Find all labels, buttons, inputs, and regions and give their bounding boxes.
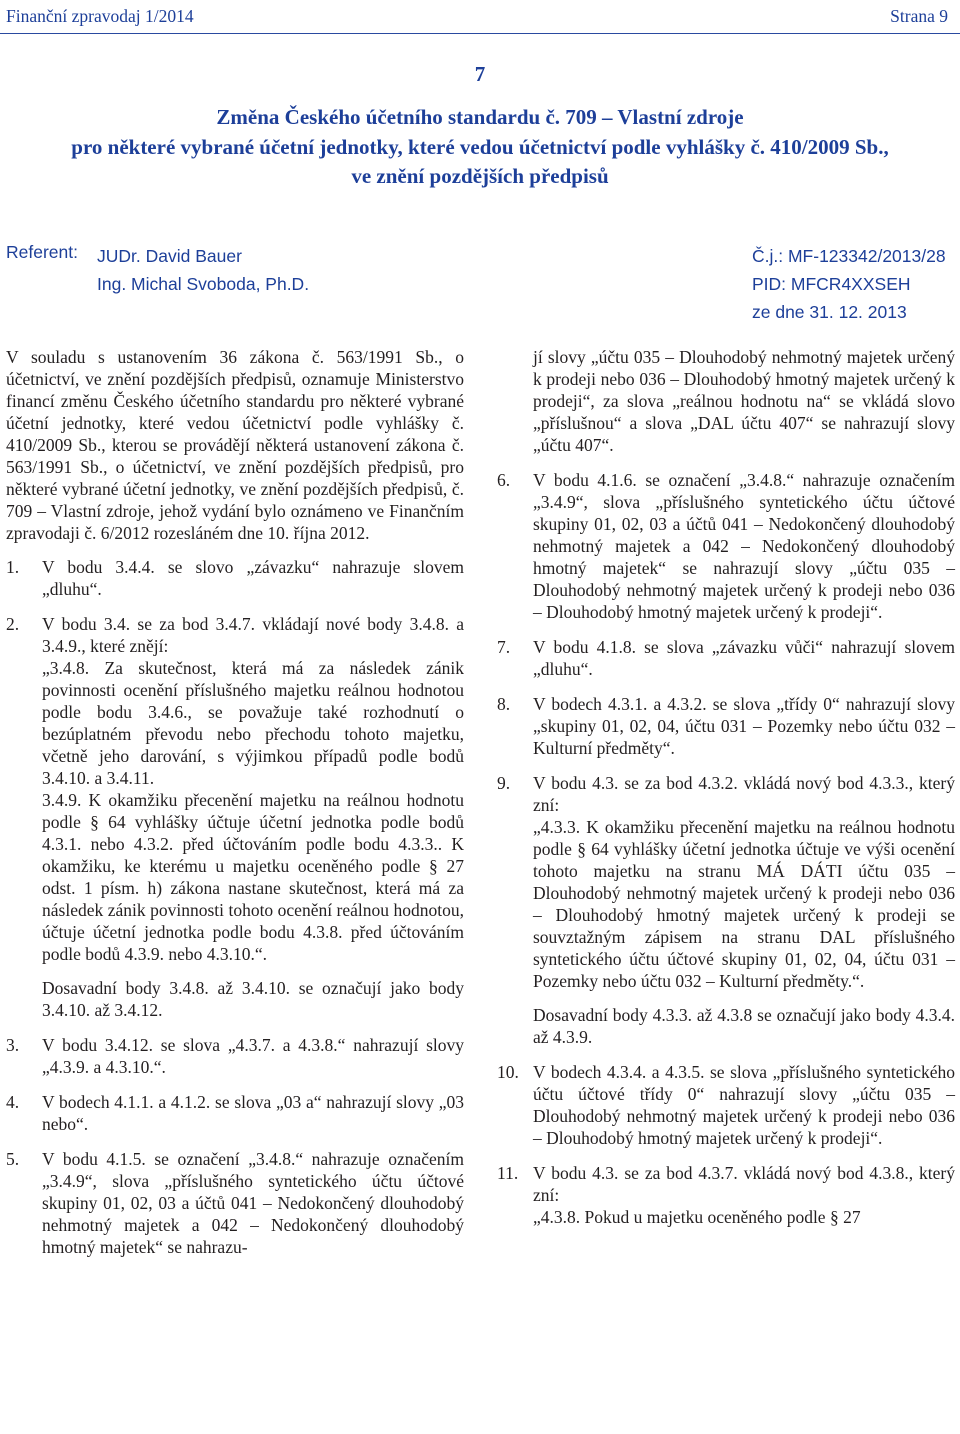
header-rule bbox=[0, 33, 960, 34]
title-line-1: Změna Českého účetního standardu č. 709 – Vlastní zdroje bbox=[216, 105, 744, 129]
referent-name-1: JUDr. David Bauer bbox=[97, 246, 242, 266]
quoted-text: „3.4.8. Za skutečnost, která má za následek zánik povinnosti ocenění příslušného majetku reálnou hodnotou podle bodu 3.4.6., se považuje také rozhodnutí o bezúplatném převodu nebo přechodu tohoto majetku, včetně jeho darování, s výjimkou případů podle bodů 3.4.10. a 3.4.11. bbox=[42, 658, 464, 788]
item-text: V bodech 4.3.1. a 4.3.2. se slova „třídy 0“ nahrazují slovy „skupiny 01, 02, 04, účtu 031 – Pozemky nebo účtu 032 – Kulturní předměty“. bbox=[533, 694, 955, 758]
title-block bbox=[0, 62, 960, 192]
title-line-2: pro některé vybrané účetní jednotky, které vedou účetnictví podle vyhlášky č. 410/2009 Sb., bbox=[71, 134, 889, 159]
note-text: Dosavadní body 4.3.3. až 4.3.8 se označují jako body 4.3.4. až 4.3.9. bbox=[533, 1005, 955, 1047]
item-number: 11. bbox=[497, 1163, 519, 1183]
item-text: V bodech 4.1.1. a 4.1.2. se slova „03 a“ nahrazují slovy „03 nebo“. bbox=[42, 1092, 464, 1134]
list-item bbox=[497, 693, 955, 759]
list-item bbox=[497, 1162, 955, 1206]
continued-text: jí slovy „účtu 035 – Dlouhodobý nehmotný majetek určený k prodeji nebo 036 – Dlouhodobý hmotný majetek určený k prodeji“, za slova „reálnou hodnotu na“ se vkládá slovo „příslušnou“ a slova „DAL účtu 407“ se nahrazují slovy „účtu 407“. bbox=[533, 347, 955, 455]
reference-date: ze dne 31. 12. 2013 bbox=[752, 302, 907, 322]
item-number: 1. bbox=[6, 557, 20, 577]
list-item bbox=[6, 556, 464, 600]
item-text: V bodu 4.3. se za bod 4.3.2. vkládá nový bod 4.3.3., který zní: bbox=[533, 773, 955, 815]
item-text: V bodu 3.4.12. se slova „4.3.7. a 4.3.8.“ nahrazují slovy „4.3.9. a 4.3.10.“. bbox=[42, 1035, 464, 1077]
intro-paragraph: V souladu s ustanovením 36 zákona č. 563/1991 Sb., o účetnictví, ve znění pozdějších předpisů, oznamuje Ministerstvo financí změnu Českého účetního standardu pro některé vybrané účetní jednotky, které vedou účetnictví podle vyhlášky č. 410/2009 Sb., kterou se provádějí některá ustanovení zákona č. 563/1991 Sb., o účetnictví, ve znění pozdějších předpisů, pro některé vybrané účetní jednotky, ve znění pozdějších předpisů, č. 709 – Vlastní zdroje, jehož vydání bylo oznámeno ve Finančním zpravodaji č. 6/2012 rozesláném dne 10. října 2012. bbox=[6, 347, 464, 543]
quoted-text: „4.3.3. K okamžiku přecenění majetku na reálnou hodnotu podle § 64 vyhlášky účetní jednotka účtuje ve výši ocenění tohoto majetku na stranu MÁ DÁTI účtu 035 – Dlouhodobý nehmotný majetek určený k prodeji nebo 036 – Dlouhodobý hmotný majetek určený k prodeji se souvztažným zápisem na stranu DAL příslušného syntetického účtu účtové skupiny 01, 02, 04, účtu 031 – Pozemky nebo účtu 032 – Kulturní předměty.“. bbox=[533, 817, 955, 991]
section-number: 7 bbox=[474, 62, 486, 86]
referent-label: Referent: bbox=[6, 242, 78, 262]
title-line-3: ve znění pozdějších předpisů bbox=[351, 164, 609, 188]
item-number: 6. bbox=[497, 470, 511, 490]
item-number: 7. bbox=[497, 637, 511, 657]
item-text: V bodech 4.3.4. a 4.3.5. se slova „příslušného syntetického účtu účtové třídy 0“ nahrazují slovy „účtu 035 – Dlouhodobý nehmotný majetek určený k prodeji nebo 036 – Dlouhodobý hmotný majetek určený k prodeji“. bbox=[533, 1062, 955, 1148]
item-text: V bodu 4.1.5. se označení „3.4.8.“ nahrazuje označením „3.4.9“, slova „příslušného syntetického účtu účtové skupiny 01, 02, 03 a účtů 041 – Nedokončený dlouhodobý nehmotný majetek a 042 – Nedokončený dlouhodobý hmotný majetek“ se nahrazu- bbox=[42, 1149, 464, 1257]
item-number: 2. bbox=[6, 614, 20, 634]
note-text: Dosavadní body 3.4.8. až 3.4.10. se označují jako body 3.4.10. až 3.4.12. bbox=[42, 978, 464, 1020]
referent-name-2: Ing. Michal Svoboda, Ph.D. bbox=[97, 274, 310, 294]
item-number: 3. bbox=[6, 1035, 20, 1055]
journal-name: Finanční zpravodaj 1/2014 bbox=[6, 6, 194, 26]
list-item bbox=[6, 613, 464, 657]
pid: PID: MFCR4XXSEH bbox=[752, 274, 911, 294]
item-number: 4. bbox=[6, 1092, 20, 1112]
quoted-text: 3.4.9. K okamžiku přecenění majetku na reálnou hodnotu podle § 64 vyhlášky účtuje účetní jednotka podle bodů 4.3.1. nebo 4.3.2. před účtováním podle bodu 4.3.3.. K okamžiku, ke kterému u majetku oceněného podle § 27 odst. 1 písm. h) zákona nastane skutečnost, která má za následek zánik povinnosti tohoto ocenění reálnou hodnotou, účtuje účetní jednotka podle bodu 4.3.8. před účtováním podle bodů 4.3.9. nebo 4.3.10.“. bbox=[42, 790, 464, 964]
list-item bbox=[497, 772, 955, 816]
item-number: 5. bbox=[6, 1149, 20, 1169]
list-item bbox=[6, 1091, 464, 1135]
item-number: 9. bbox=[497, 773, 511, 793]
quoted-text: „4.3.8. Pokud u majetku oceněného podle § 27 bbox=[533, 1207, 861, 1227]
page-number: Strana 9 bbox=[890, 6, 948, 26]
item-text: V bodu 4.1.6. se označení „3.4.8.“ nahrazuje označením „3.4.9“, slova „příslušného syntetického účtu účtové skupiny 01, 02, 03 a účtů 041 – Nedokončený dlouhodobý nehmotný majetek a 042 – Nedokončený dlouhodobý hmotný majetek“ se nahrazují slovy „účtu 035 – Dlouhodobý nehmotný majetek určený k prodeji nebo 036 – Dlouhodobý hmotný majetek určený k prodeji“. bbox=[533, 470, 955, 622]
list-item bbox=[6, 1148, 464, 1258]
list-item bbox=[6, 1034, 464, 1078]
left-column bbox=[6, 346, 464, 1271]
item-number: 8. bbox=[497, 694, 511, 714]
item-text: V bodu 3.4.4. se slovo „závazku“ nahrazuje slovem „dluhu“. bbox=[42, 557, 464, 599]
list-item bbox=[497, 1061, 955, 1149]
list-item bbox=[497, 469, 955, 623]
item-text: V bodu 3.4. se za bod 3.4.7. vkládají nové body 3.4.8. a 3.4.9., které znějí: bbox=[42, 614, 464, 656]
item-number: 10. bbox=[497, 1062, 519, 1082]
referent-names bbox=[97, 242, 309, 298]
reference-number: Č.j.: MF-123342/2013/28 bbox=[752, 246, 946, 266]
item-text: V bodu 4.3. se za bod 4.3.7. vkládá nový bod 4.3.8., který zní: bbox=[533, 1163, 955, 1205]
right-column bbox=[497, 346, 955, 1228]
list-item bbox=[497, 636, 955, 680]
page-header bbox=[0, 0, 960, 34]
item-text: V bodu 4.1.8. se slova „závazku vůči“ nahrazují slovem „dluhu“. bbox=[533, 637, 955, 679]
reference-info bbox=[752, 242, 946, 326]
